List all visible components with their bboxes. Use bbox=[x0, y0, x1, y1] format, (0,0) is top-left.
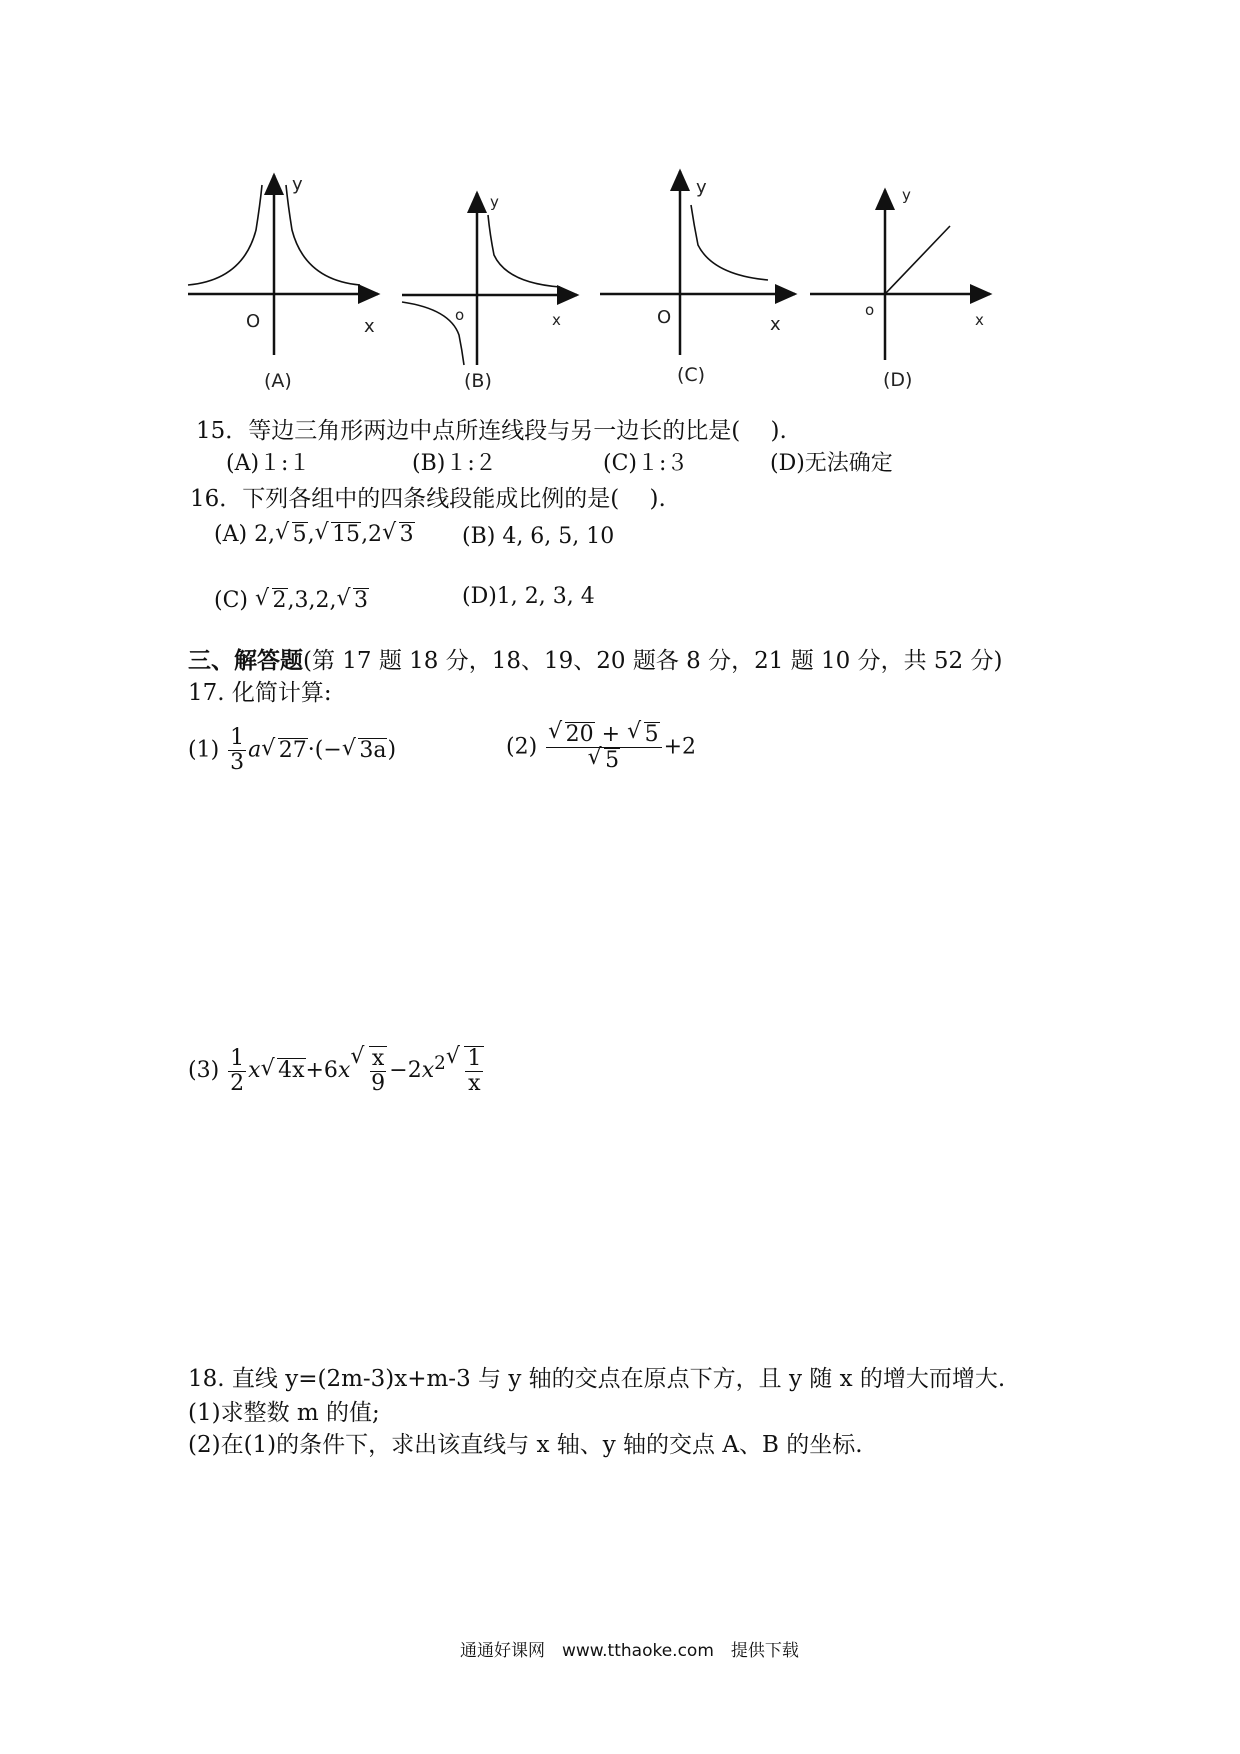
q16-option-a bbox=[214, 522, 415, 547]
q15-option-c: (C)１:３ bbox=[603, 451, 689, 476]
denominator: x bbox=[468, 1071, 481, 1097]
math-var: a bbox=[248, 737, 262, 763]
line-through-origin bbox=[885, 226, 950, 294]
q15-option-d: (D)无法确定 bbox=[770, 451, 893, 476]
numerator: √ x bbox=[371, 1046, 385, 1071]
math-var: x bbox=[337, 1058, 351, 1084]
sqrt bbox=[275, 522, 308, 547]
math-text: − bbox=[323, 737, 342, 763]
curve-q1 bbox=[691, 205, 768, 280]
part-label: (2) bbox=[506, 734, 538, 760]
radicand: 5 bbox=[605, 748, 620, 774]
fraction bbox=[228, 1047, 246, 1096]
q17-stem: 17. 化简计算: bbox=[188, 680, 332, 706]
math-text: 2, bbox=[254, 522, 276, 547]
graph-caption: (C) bbox=[677, 364, 706, 386]
radicand: 5 bbox=[292, 522, 307, 547]
origin-label: o bbox=[455, 306, 465, 324]
radicand: 3a bbox=[359, 737, 387, 763]
radicand: 27 bbox=[278, 737, 307, 763]
graph-caption: (D) bbox=[883, 369, 913, 391]
page-footer: 通通好课网 www.tthaoke.com 提供下载 bbox=[460, 1641, 799, 1661]
graph-c bbox=[600, 165, 800, 405]
y-label: y bbox=[490, 193, 499, 211]
graph-a bbox=[188, 165, 388, 405]
sqrt bbox=[446, 1046, 487, 1096]
graph-caption: (A) bbox=[264, 370, 292, 392]
q16-option-b: (B) 4, 6, 5, 10 bbox=[462, 524, 615, 549]
y-label: y bbox=[292, 174, 303, 195]
q15-stem: 15．等边三角形两边中点所连线段与另一边长的比是( ). bbox=[196, 418, 787, 444]
sqrt bbox=[261, 738, 308, 763]
q17-part2 bbox=[506, 722, 696, 773]
part-label: (3) bbox=[188, 1058, 220, 1084]
denominator: 3 bbox=[230, 750, 245, 776]
sqrt bbox=[255, 588, 288, 613]
sqrt bbox=[350, 1046, 389, 1096]
graph-c-svg bbox=[600, 165, 800, 405]
math-text: + bbox=[601, 722, 621, 747]
y-label: y bbox=[696, 177, 707, 198]
radicand: 3 bbox=[399, 522, 414, 547]
graph-b-svg bbox=[402, 185, 602, 405]
denominator: 9 bbox=[371, 1071, 386, 1097]
sqrt bbox=[261, 1058, 306, 1083]
math-var: x bbox=[421, 1058, 435, 1084]
curve-left bbox=[188, 185, 262, 285]
sqrt bbox=[315, 522, 362, 547]
graph-caption: (B) bbox=[464, 370, 492, 392]
numerator: 1 bbox=[230, 1045, 245, 1071]
y-label: y bbox=[902, 186, 911, 204]
q17-part3 bbox=[188, 1046, 486, 1096]
sqrt bbox=[336, 588, 369, 613]
math-text: +6 bbox=[305, 1058, 338, 1084]
q18-part2: (2)在(1)的条件下，求出该直线与 x 轴、y 轴的交点 A、B 的坐标. bbox=[188, 1432, 863, 1458]
graph-b bbox=[402, 185, 602, 405]
q15-option-b: (B)１:２ bbox=[412, 451, 497, 476]
numerator: √ 1 bbox=[467, 1046, 482, 1071]
q16-option-d: (D)1, 2, 3, 4 bbox=[462, 584, 595, 609]
radicand: 5 bbox=[644, 722, 659, 747]
q15-option-a: (A)１:１ bbox=[226, 451, 311, 476]
origin-label: O bbox=[246, 311, 261, 332]
numerator bbox=[546, 722, 661, 748]
sqrt bbox=[342, 738, 388, 763]
math-text: · bbox=[307, 737, 315, 763]
q16-stem: 16．下列各组中的四条线段能成比例的是( ). bbox=[190, 486, 666, 512]
section-note: (第 17 题 18 分，18、19、20 题各 8 分，21 题 10 分，共 52 分) bbox=[303, 648, 1003, 674]
sqrt bbox=[382, 522, 415, 547]
x-label: x bbox=[975, 311, 984, 329]
q18-stem: 18. 直线 y=(2m-3)x+m-3 与 y 轴的交点在原点下方，且 y 随 x 的增大而增大. bbox=[188, 1366, 1006, 1392]
math-var: x bbox=[248, 1058, 261, 1084]
math-text: ,2 bbox=[361, 522, 383, 547]
radicand: 2 bbox=[272, 588, 287, 613]
option-label: (C) bbox=[214, 588, 248, 613]
math-text: +2 bbox=[663, 734, 697, 760]
option-label: (A) bbox=[214, 522, 248, 547]
x-label: x bbox=[364, 316, 375, 337]
graph-d bbox=[810, 180, 1010, 405]
q18-part1: (1)求整数 m 的值; bbox=[188, 1400, 380, 1426]
exponent: 2 bbox=[434, 1052, 446, 1074]
fraction bbox=[464, 1046, 484, 1096]
q17-part1 bbox=[188, 726, 396, 775]
x-label: x bbox=[770, 314, 781, 335]
denominator bbox=[546, 748, 661, 773]
part-label: (1) bbox=[188, 737, 220, 763]
graph-a-svg bbox=[188, 165, 388, 405]
numerator: 1 bbox=[230, 725, 245, 750]
radicand: 20 bbox=[565, 722, 594, 747]
section-title: 三、解答题 bbox=[188, 647, 303, 674]
section-heading bbox=[188, 642, 1002, 675]
curve-q1 bbox=[488, 215, 560, 287]
radicand: 3 bbox=[353, 588, 368, 613]
denominator: 2 bbox=[230, 1070, 245, 1096]
math-text: , bbox=[307, 522, 315, 547]
radicand: 15 bbox=[332, 522, 361, 547]
curve-right bbox=[286, 185, 360, 285]
fraction bbox=[228, 726, 246, 775]
sqrt bbox=[588, 748, 621, 773]
math-text: ) bbox=[387, 737, 397, 763]
radicand: 4x bbox=[278, 1058, 305, 1084]
math-text: ( bbox=[314, 737, 324, 763]
graph-d-svg bbox=[810, 180, 1010, 405]
math-text: ,3,2, bbox=[287, 588, 337, 613]
fraction bbox=[546, 722, 661, 773]
x-label: x bbox=[552, 311, 561, 329]
math-text: −2 bbox=[389, 1058, 422, 1084]
origin-label: O bbox=[657, 307, 672, 328]
sqrt bbox=[548, 722, 595, 747]
sqrt bbox=[627, 722, 660, 747]
origin-label: o bbox=[865, 301, 875, 319]
fraction bbox=[369, 1046, 387, 1096]
q16-option-c bbox=[214, 588, 369, 613]
